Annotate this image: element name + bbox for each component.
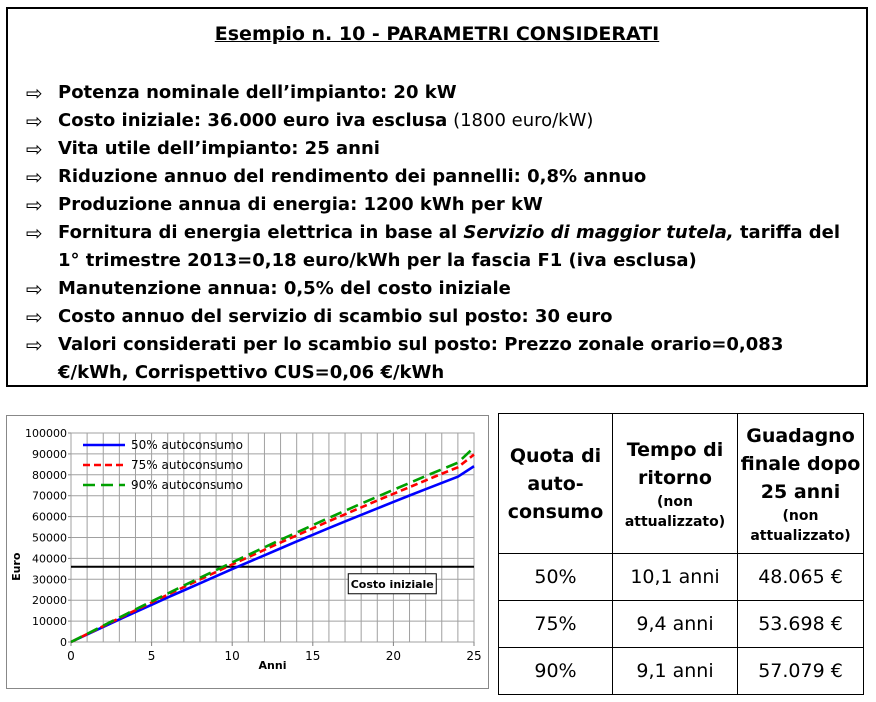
parameter-text: Riduzione annuo del rendimento dei pannelli: 0,8% annuo (58, 166, 647, 187)
table-header-cell (613, 414, 738, 554)
header-note: (non attualizzato) (750, 507, 851, 544)
table-cell: 90% (499, 648, 613, 695)
parameter-text: Produzione annua di energia: 1200 kWh per kW (58, 194, 543, 215)
y-tick-label: 0 (60, 636, 67, 649)
table-cell: 75% (499, 601, 613, 648)
parameter-note: (1800 euro/kW) (447, 110, 594, 131)
y-tick-label: 40000 (32, 552, 67, 566)
y-tick-label: 80000 (32, 468, 67, 482)
x-tick-label: 25 (466, 649, 482, 663)
parameters-title: Esempio n. 10 - PARAMETRI CONSIDERATI (214, 23, 660, 45)
legend-label: 50% autoconsumo (131, 438, 243, 452)
right-arrow-icon: ⇨ (26, 81, 43, 105)
table-cell: 57.079 € (738, 648, 864, 695)
parameter-item (26, 275, 848, 303)
parameter-text: Vita utile dell’impianto: 25 anni (58, 138, 380, 159)
x-tick-label: 20 (385, 649, 402, 663)
parameter-text-rest: tariffa del 1° trimestre 2013=0,18 euro/kWh per la fascia F1 (iva esclusa) (58, 222, 841, 271)
header-note: (non attualizzato) (624, 493, 726, 530)
table-cell: 10,1 anni (613, 554, 738, 601)
right-arrow-icon: ⇨ (26, 165, 43, 189)
x-tick-label: 0 (67, 649, 75, 663)
legend-label: 90% autoconsumo (131, 478, 243, 492)
table-row (499, 648, 864, 695)
x-tick-label: 5 (147, 649, 156, 663)
y-tick-label: 20000 (32, 594, 67, 608)
results-table (498, 413, 864, 695)
parameter-item (26, 331, 848, 387)
table-header-row (499, 414, 864, 554)
legend-label: 75% autoconsumo (131, 458, 243, 472)
right-arrow-icon: ⇨ (26, 221, 43, 245)
parameter-text: Costo annuo del servizio di scambio sul posto: 30 euro (58, 306, 613, 327)
y-tick-label: 50000 (32, 531, 67, 545)
y-tick-label: 100000 (25, 427, 67, 440)
header-line: auto- (527, 472, 584, 495)
parameter-item (26, 303, 848, 331)
y-axis-label: Euro (10, 552, 23, 581)
parameter-text: Fornitura di energia elettrica in base al (58, 222, 464, 243)
header-line: finale dopo (740, 452, 861, 475)
reference-label: Costo iniziale (350, 577, 434, 591)
table-header-cell (499, 414, 613, 554)
table-cell: 48.065 € (738, 554, 864, 601)
table-header-cell (738, 414, 864, 554)
right-arrow-icon: ⇨ (26, 305, 43, 329)
x-tick-label: 10 (224, 649, 240, 663)
parameter-item (26, 107, 848, 135)
table-cell: 53.698 € (738, 601, 864, 648)
table-cell: 9,4 anni (613, 601, 738, 648)
parameter-text: Manutenzione annua: 0,5% del costo iniziale (58, 278, 511, 299)
parameter-text: Costo iniziale: 36.000 euro iva esclusa (58, 110, 448, 131)
right-arrow-icon: ⇨ (26, 193, 43, 217)
right-arrow-icon: ⇨ (26, 333, 43, 357)
table-cell: 50% (499, 554, 613, 601)
right-arrow-icon: ⇨ (26, 277, 43, 301)
right-arrow-icon: ⇨ (26, 109, 43, 133)
x-axis-label: Anni (258, 659, 287, 672)
line-chart (7, 416, 488, 688)
header-line: ritorno (638, 466, 712, 489)
y-tick-label: 70000 (32, 489, 67, 503)
parameter-text: Potenza nominale dell’impianto: 20 kW (58, 82, 457, 103)
header-line: Guadagno (746, 424, 855, 447)
header-line: Quota di (509, 444, 602, 467)
parameter-text: Valori considerati per lo scambio sul posto: Prezzo zonale orario=0,083 €/kWh, Corrispettivo CUS=0,06 €/kWh (58, 334, 784, 383)
header-line: 25 anni (760, 480, 841, 503)
parameter-item (26, 79, 848, 107)
parameter-item (26, 163, 848, 191)
x-tick-label: 15 (305, 649, 321, 663)
table-row (499, 601, 864, 648)
parameter-item (26, 135, 848, 163)
parameters-list (26, 79, 848, 387)
y-tick-label: 30000 (32, 573, 67, 587)
y-tick-label: 10000 (32, 615, 67, 629)
parameter-item (26, 219, 848, 275)
parameters-panel (6, 7, 868, 387)
y-tick-label: 60000 (32, 510, 67, 524)
y-tick-label: 90000 (32, 447, 67, 461)
right-arrow-icon: ⇨ (26, 137, 43, 161)
parameter-italic: Servizio di maggior tutela, (463, 222, 734, 243)
parameter-item (26, 191, 848, 219)
table-cell: 9,1 anni (613, 648, 738, 695)
table-row (499, 554, 864, 601)
header-line: Tempo di (626, 438, 724, 461)
header-line: consumo (507, 500, 604, 523)
chart-container (6, 415, 489, 689)
